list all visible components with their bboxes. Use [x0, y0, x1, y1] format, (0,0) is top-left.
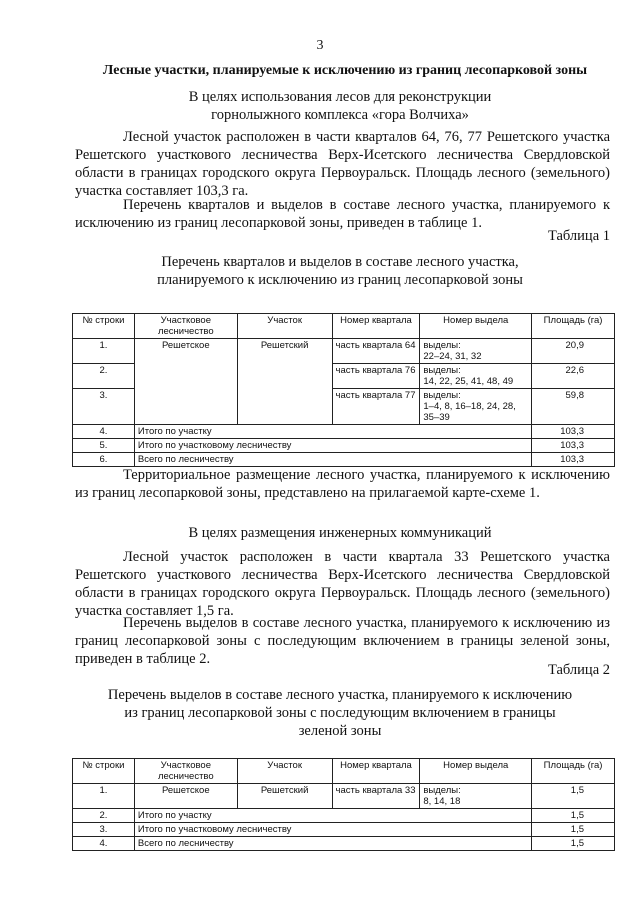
header-vydel: Номер выдела — [420, 759, 532, 784]
cell-vydel — [420, 784, 532, 809]
row-num: 2. — [73, 809, 135, 823]
table1-title-line1: Перечень кварталов и выделов в составе лесного участка, — [161, 254, 519, 270]
page-title: Лесные участки, планируемые к исключению из границ лесопарковой зоны — [102, 63, 588, 78]
cell-kvartal: часть квартала 33 — [332, 784, 420, 809]
total-area: 1,5 — [532, 823, 615, 837]
cell-kvartal: часть квартала 64 — [332, 339, 420, 364]
header-vydel: Номер выдела — [420, 314, 532, 339]
total-label: Итого по участковому лесничеству — [134, 823, 531, 837]
cell-area: 1,5 — [532, 784, 615, 809]
vydel-value: 14, 22, 25, 41, 48, 49 — [423, 376, 514, 387]
header-num: № строки — [73, 759, 135, 784]
vydel-label: выделы: — [423, 390, 461, 401]
row-num: 4. — [73, 425, 135, 439]
total-area: 103,3 — [532, 453, 615, 467]
total-area: 103,3 — [532, 439, 615, 453]
row-num: 4. — [73, 837, 135, 851]
total-area: 1,5 — [532, 837, 615, 851]
table-2 — [72, 758, 615, 851]
total-label: Итого по участку — [134, 425, 531, 439]
table-1 — [72, 313, 615, 467]
cell-vydel — [420, 389, 532, 425]
cell-lesnichestvo: Решетское — [134, 339, 237, 425]
section2-heading: В целях размещения инженерных коммуникаций — [188, 525, 492, 541]
section1-heading-line2: горнолыжного комплекса «гора Волчиха» — [211, 107, 469, 123]
header-lesnichestvo: Участковое лесничество — [134, 759, 237, 784]
vydel-label: выделы: — [423, 365, 461, 376]
cell-uchastok: Решетский — [237, 784, 332, 809]
page-number: 3 — [316, 38, 324, 53]
table1-title — [60, 253, 620, 289]
total-label: Итого по участковому лесничеству — [134, 439, 531, 453]
row-num: 5. — [73, 439, 135, 453]
table-header-row — [73, 314, 615, 339]
table-total-row — [73, 837, 615, 851]
header-area: Площадь (га) — [532, 314, 615, 339]
cell-area: 20,9 — [532, 339, 615, 364]
table-header-row — [73, 759, 615, 784]
table2-title-line2: из границ лесопарковой зоны с последующим включением в границы — [124, 705, 556, 721]
table-total-row — [73, 425, 615, 439]
table1-title-line2: планируемого к исключению из границ лесопарковой зоны — [157, 272, 523, 288]
table2-title-line3: зеленой зоны — [298, 723, 382, 739]
row-num: 3. — [73, 823, 135, 837]
header-uchastok: Участок — [237, 314, 332, 339]
vydel-label: выделы: — [423, 785, 461, 796]
header-num: № строки — [73, 314, 135, 339]
header-kvartal: Номер квартала — [332, 314, 420, 339]
header-area: Площадь (га) — [532, 759, 615, 784]
section2-paragraph-1: Лесной участок расположен в части квартала 33 Решетского участка Решетского участкового лесничества Верх-Исетского лесничества Свердловской области в границах городского округа Первоуральск. Площадь лесного (земельного) участка составляет 1,5 га. — [75, 549, 610, 619]
row-num: 2. — [73, 364, 135, 389]
cell-area: 59,8 — [532, 389, 615, 425]
table-total-row — [73, 823, 615, 837]
section2-paragraph-2: Перечень выделов в составе лесного участка, планируемого к исключению из границ лесопарковой зоны с последующим включением в границы зеленой зоны, приведен в таблице 2. — [75, 615, 610, 667]
cell-kvartal: часть квартала 76 — [332, 364, 420, 389]
section1-paragraph-2: Перечень кварталов и выделов в составе лесного участка, планируемого к исключению из границ лесопарковой зоны, приведен в таблице 1. — [75, 197, 610, 231]
vydel-value: 22–24, 31, 32 — [423, 351, 482, 362]
vydel-label: выделы: — [423, 340, 461, 351]
table1-label: Таблица 1 — [547, 228, 610, 244]
row-num: 6. — [73, 453, 135, 467]
header-uchastok: Участок — [237, 759, 332, 784]
cell-uchastok: Решетский — [237, 339, 332, 425]
total-label: Всего по лесничеству — [134, 837, 531, 851]
header-lesnichestvo: Участковое лесничество — [134, 314, 237, 339]
table2-title — [60, 686, 620, 740]
total-area: 1,5 — [532, 809, 615, 823]
vydel-value: 1–4, 8, 16–18, 24, 28, 35–39 — [423, 401, 516, 423]
total-label: Итого по участку — [134, 809, 531, 823]
cell-vydel — [420, 364, 532, 389]
table-total-row — [73, 439, 615, 453]
total-area: 103,3 — [532, 425, 615, 439]
table-total-row — [73, 809, 615, 823]
table-row — [73, 339, 615, 364]
section1-paragraph-1: Лесной участок расположен в части кварталов 64, 76, 77 Решетского участка Решетского участкового лесничества Верх-Исетского лесничества Свердловской области в границах городского округа Первоуральск. Площадь лесного (земельного) участка составляет 103,3 га. — [75, 129, 610, 199]
table2-title-line1: Перечень выделов в составе лесного участка, планируемого к исключению — [107, 687, 573, 703]
total-label: Всего по лесничеству — [134, 453, 531, 467]
table-total-row — [73, 453, 615, 467]
table2-label: Таблица 2 — [547, 662, 610, 678]
cell-kvartal: часть квартала 77 — [332, 389, 420, 425]
section1-paragraph-3: Территориальное размещение лесного участка, планируемого к исключению из границ лесопарковой зоны, представлено на прилагаемой карте-схеме 1. — [75, 467, 610, 501]
row-num: 3. — [73, 389, 135, 425]
section1-heading-line1: В целях использования лесов для реконструкции — [188, 89, 492, 105]
row-num: 1. — [73, 784, 135, 809]
table-row — [73, 784, 615, 809]
cell-vydel — [420, 339, 532, 364]
section1-heading — [60, 88, 620, 124]
header-kvartal: Номер квартала — [332, 759, 420, 784]
row-num: 1. — [73, 339, 135, 364]
vydel-value: 8, 14, 18 — [423, 796, 461, 807]
cell-lesnichestvo: Решетское — [134, 784, 237, 809]
cell-area: 22,6 — [532, 364, 615, 389]
